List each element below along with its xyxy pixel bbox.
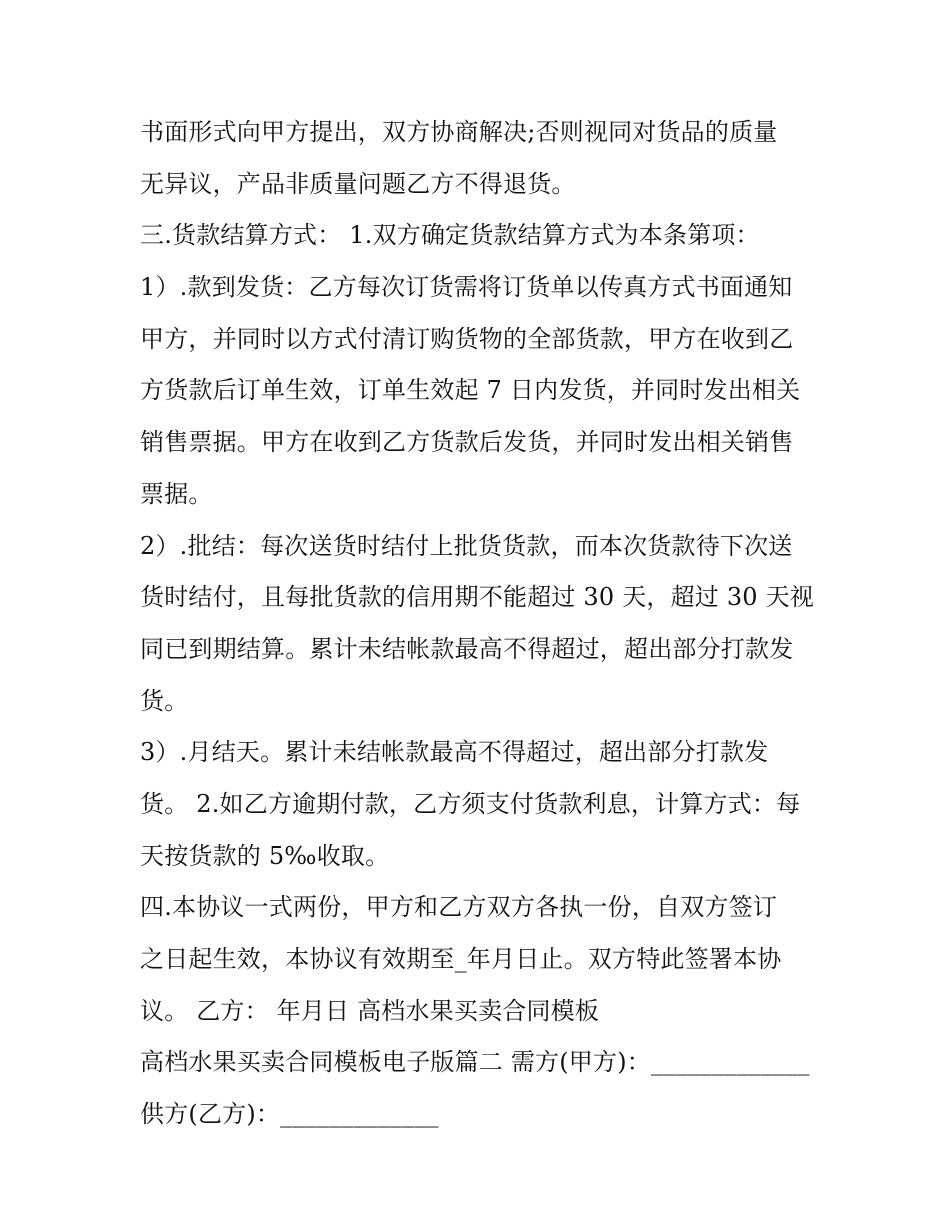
text-line: 同已到期结算。累计未结帐款最高不得超过，超出部分打款发 — [140, 634, 794, 663]
contract-title-line: 高档水果买卖合同模板电子版篇二 需方(甲方)：_____________ — [140, 1048, 810, 1077]
text-line: 甲方，并同时以方式付清订购货物的全部货款，甲方在收到乙 — [140, 324, 794, 353]
section-heading-copies: 四.本协议一式两份，甲方和乙方双方各执一份，自双方签订 — [140, 893, 778, 922]
supplier-line: 供方(乙方)：_____________ — [140, 1100, 439, 1129]
text-line: 票据。 — [140, 479, 213, 508]
text-line: 3）.月结天。累计未结帐款最高不得超过，超出部分打款发 — [140, 738, 769, 767]
text-line: 货时结付，且每批货款的信用期不能超过 30 天，超过 30 天视 — [140, 583, 814, 612]
text-line: 之日起生效，本协议有效期至_年月日止。双方特此签署本协 — [140, 945, 782, 973]
text-line: 2）.批结：每次送货时结付上批货货款，而本次货款待下次送 — [140, 531, 793, 560]
text-line: 货。 2.如乙方逾期付款，乙方须支付货款利息，计算方式：每 — [140, 789, 801, 818]
document-page — [140, 107, 820, 1141]
section-heading-payment: 三.货款结算方式： 1.双方确定货款结算方式为本条第项： — [140, 221, 760, 250]
text-line: 货。 — [140, 686, 189, 715]
text-line: 方货款后订单生效，订单生效起 7 日内发货，并同时发出相关 — [140, 376, 801, 405]
text-line: 无异议，产品非质量问题乙方不得退货。 — [140, 169, 576, 198]
text-line: 议。 乙方： 年月日 高档水果买卖合同模板 — [140, 996, 600, 1025]
text-line: 天按货款的 5‰收取。 — [140, 841, 390, 870]
text-line: 1）.款到发货：乙方每次订货需将订货单以传真方式书面通知 — [140, 273, 793, 302]
text-line: 销售票据。甲方在收到乙方货款后发货，并同时发出相关销售 — [140, 428, 794, 457]
text-line: 书面形式向甲方提出，双方协商解决;否则视同对货品的质量 — [140, 118, 778, 146]
